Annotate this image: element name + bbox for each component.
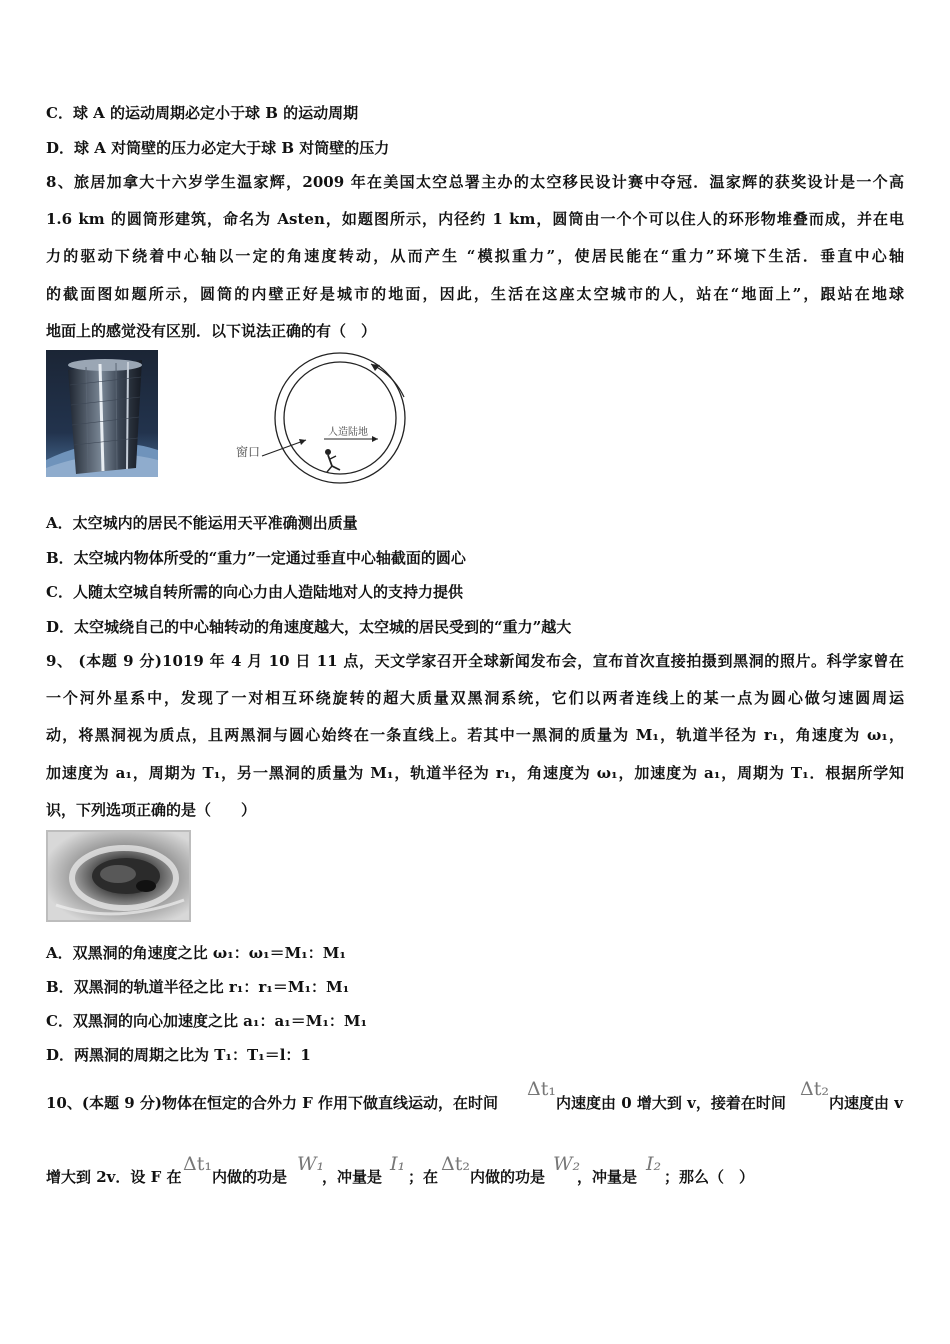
q9-stem-line-3: 动，将黑洞视为质点，且两黑洞与圆心始终在一条直线上。若其中一黑洞的质量为 M₁，轨道半径为 r₁，角速度为 ω₁， xyxy=(46,726,904,744)
q10-i2: I₂ xyxy=(646,1153,662,1175)
q10-i1: I₁ xyxy=(390,1153,406,1175)
q8-option-a: A．太空城内的居民不能运用天平准确测出质量 xyxy=(46,514,358,532)
q8-option-c: C．人随太空城自转所需的向心力由人造陆地对人的支持力提供 xyxy=(46,583,463,601)
q10-text-2f: ，冲量是 xyxy=(577,1168,638,1186)
q9-option-b: B．双黑洞的轨道半径之比 r₁：r₁＝M₁：M₁ xyxy=(46,978,350,996)
q10-text-1a: 10、(本题 9 分)物体在恒定的合外力 F 作用下做直线运动，在时间 xyxy=(46,1094,499,1112)
q8-stem-line-2: 1.6 km 的圆筒形建筑，命名为 Asten，如题图所示，内径约 1 km，圆筒由一个个可以住人的环形物堆叠而成，并在电 xyxy=(46,210,904,228)
q10-text-2g: ；那么（ ） xyxy=(664,1168,755,1186)
ground-label: 人造陆地 xyxy=(328,427,368,438)
q10-delta-t1: Δt₁ xyxy=(527,1078,556,1100)
q8-option-b: B．太空城内物体所受的“重力”一定通过垂直中心轴截面的圆心 xyxy=(46,549,466,567)
q9-option-c: C．双黑洞的向心加速度之比 a₁：a₁＝M₁：M₁ xyxy=(46,1012,368,1030)
q10-text-1c: 内速度由 v xyxy=(829,1094,903,1112)
q9-stem-line-4: 加速度为 a₁，周期为 T₁，另一黑洞的质量为 M₁，轨道半径为 r₁，角速度为 ω₁，加速度为 a₁，周期为 T₁．根据所学知 xyxy=(46,764,904,782)
q10-delta-t1-b: Δt₁ xyxy=(183,1153,212,1175)
q10-text-1b: 内速度由 0 增大到 v，接着在时间 xyxy=(556,1094,786,1112)
q7-option-c: C．球 A 的运动周期必定小于球 B 的运动周期 xyxy=(46,104,359,122)
q8-option-d: D．太空城绕自己的中心轴转动的角速度越大，太空城的居民受到的“重力”越大 xyxy=(46,618,572,636)
q9-option-d: D．两黑洞的周期之比为 T₁：T₁＝l：1 xyxy=(46,1046,311,1064)
q8-stem-line-3: 力的驱动下绕着中心轴以一定的角速度转动，从而产生 “模拟重力”，使居民能在“重力”环境下生活．垂直中心轴 xyxy=(46,247,904,265)
person-icon xyxy=(325,449,340,472)
q9-stem-line-2: 一个河外星系中，发现了一对相互环绕旋转的超大质量双黑洞系统，它们以两者连线上的某一点为圆心做匀速圆周运 xyxy=(46,689,904,707)
window-label: 窗口 xyxy=(236,445,261,459)
q10-text-2a: 增大到 2v．设 F 在 xyxy=(46,1168,182,1186)
q10-text-2e: 内做的功是 xyxy=(470,1168,546,1186)
q10-w2: W₂ xyxy=(553,1153,581,1175)
q7-option-d: D．球 A 对筒壁的压力必定大于球 B 对筒壁的压力 xyxy=(46,139,390,157)
q10-text-2b: 内做的功是 xyxy=(212,1168,288,1186)
q8-stem-line-1: 8、旅居加拿大十六岁学生温家辉，2009 年在美国太空总署主办的太空移民设计赛中夺冠．温家辉的获奖设计是一个高 xyxy=(46,173,904,191)
q10-delta-t2-b: Δt₂ xyxy=(441,1153,470,1175)
q10-text-2c: ，冲量是 xyxy=(322,1168,383,1186)
q8-stem-line-5: 地面上的感觉没有区别．以下说法正确的有（ ） xyxy=(46,322,377,340)
q9-option-a: A．双黑洞的角速度之比 ω₁：ω₁＝M₁：M₁ xyxy=(46,944,346,962)
q10-text-2d: ；在 xyxy=(408,1168,439,1186)
q9-stem-line-5: 识，下列选项正确的是（ ） xyxy=(46,801,257,819)
q10-delta-t2: Δt₂ xyxy=(800,1078,829,1100)
cross-section-diagram xyxy=(228,352,418,484)
space-city-photo xyxy=(46,350,158,477)
q9-stem-line-1: 9、 (本题 9 分)1019 年 4 月 10 日 11 点，天文学家召开全球新闻发布会，宣布首次直接拍摄到黑洞的照片。科学家曾在 xyxy=(46,652,904,670)
black-hole-photo xyxy=(46,830,191,922)
q8-stem-line-4: 的截面图如题所示，圆筒的内壁正好是城市的地面，因此，生活在这座太空城市的人，站在“地面上”，跟站在地球 xyxy=(46,285,904,303)
q10-w1: W₁ xyxy=(297,1153,325,1175)
